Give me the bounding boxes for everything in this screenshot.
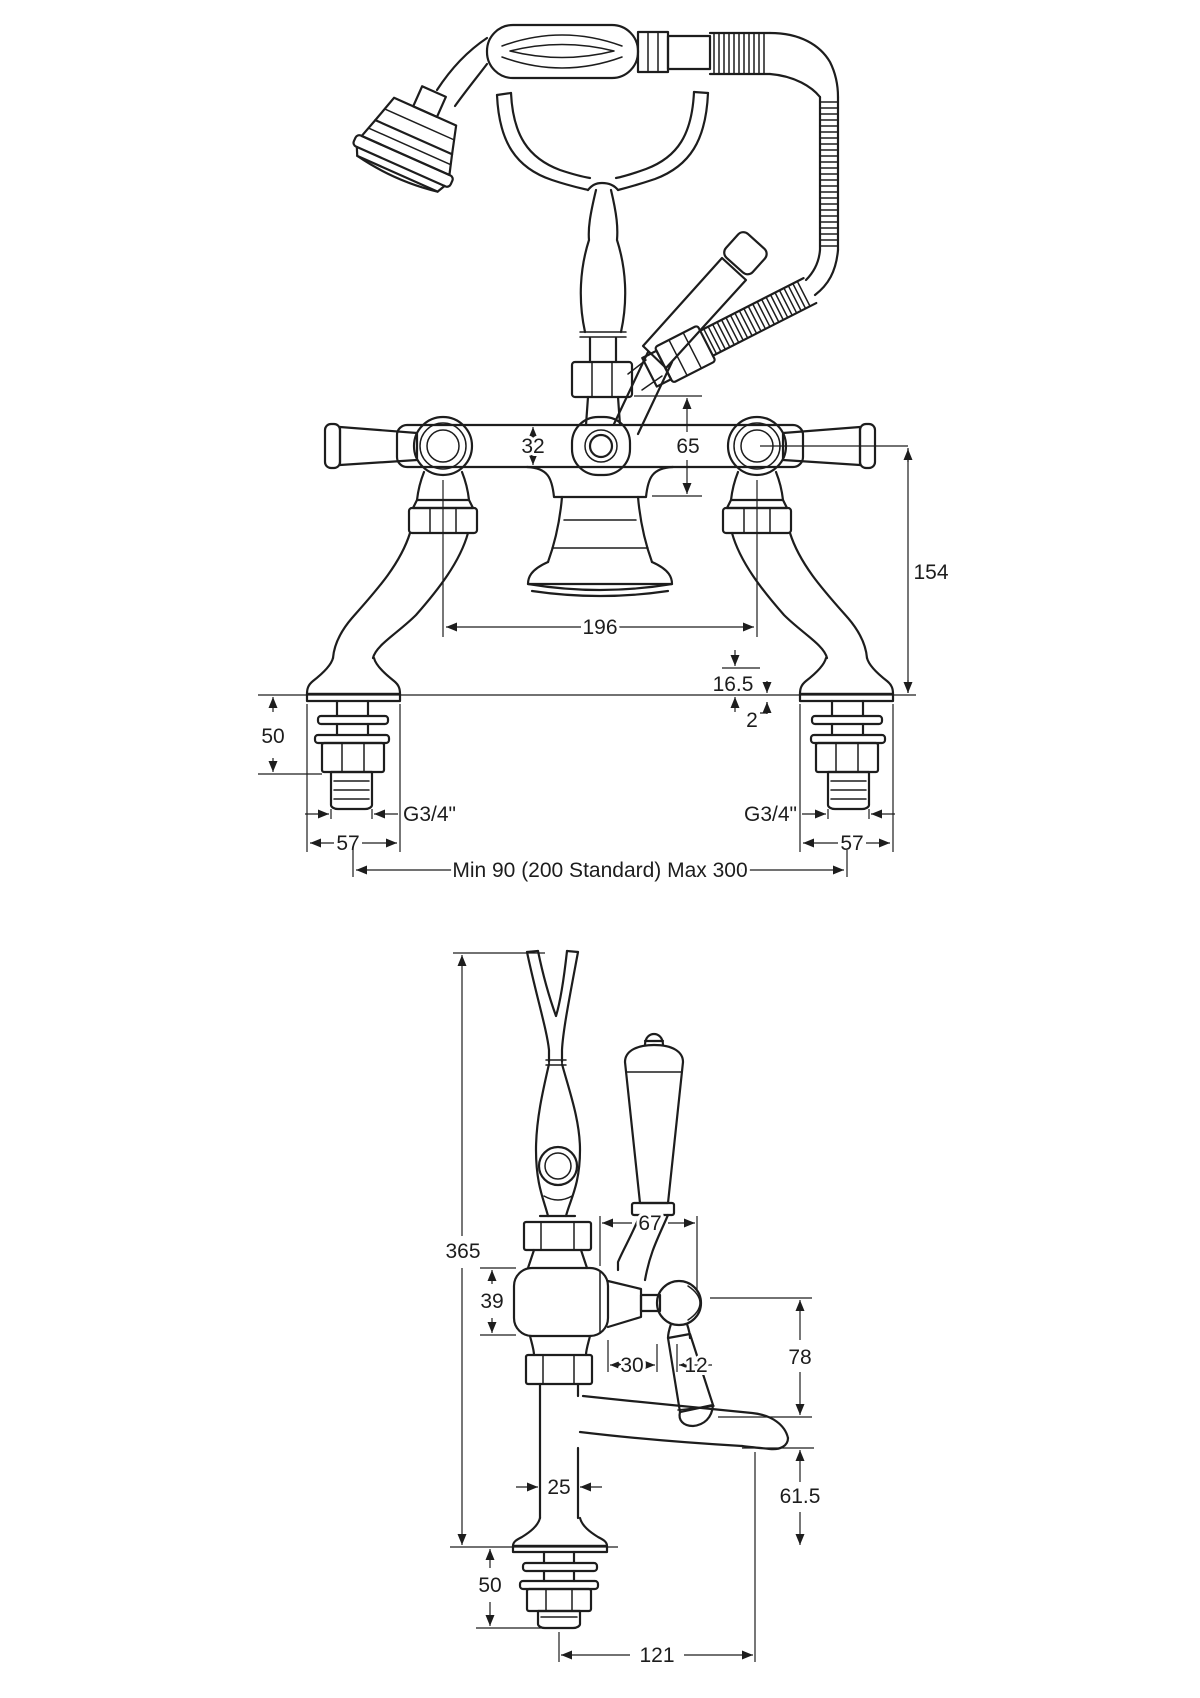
side-view-dimensions	[445, 953, 820, 1667]
dim-label-2: 2	[746, 709, 758, 732]
dim-label-65: 65	[676, 435, 700, 458]
side-lever-handle	[618, 1034, 683, 1280]
dim-label-25: 25	[547, 1476, 571, 1499]
side-cradle-column	[524, 951, 591, 1268]
dim-label-32: 32	[521, 435, 545, 458]
side-base-tail	[450, 1518, 618, 1628]
side-view	[445, 951, 820, 1667]
dim-label-67: 67	[638, 1212, 662, 1235]
cradle-and-column	[497, 92, 770, 434]
dim-label-57-left: 57	[336, 832, 360, 855]
dim-label-154: 154	[913, 561, 949, 584]
dim-label-57-right: 57	[840, 832, 864, 855]
dim-label-50-side: 50	[478, 1574, 502, 1597]
dim-label-30: 30	[620, 1354, 644, 1377]
shower-head	[347, 70, 482, 199]
dim-label-50-front: 50	[261, 725, 285, 748]
dim-label-61-5: 61.5	[779, 1485, 821, 1508]
dim-label-g34-left: G3/4"	[403, 803, 456, 826]
dim-label-121: 121	[639, 1644, 675, 1667]
mixer-body	[325, 417, 875, 596]
dim-label-12: 12	[684, 1354, 708, 1377]
dim-label-g34-right: G3/4"	[744, 803, 797, 826]
front-view	[258, 25, 949, 882]
supply-legs	[258, 533, 916, 809]
dim-label-196: 196	[582, 616, 618, 639]
dim-label-centres-range: Min 90 (200 Standard) Max 300	[452, 859, 748, 882]
dim-label-78: 78	[788, 1346, 812, 1369]
dim-label-16-5: 16.5	[712, 673, 754, 696]
dim-label-39: 39	[480, 1290, 504, 1313]
dim-label-365: 365	[445, 1240, 481, 1263]
